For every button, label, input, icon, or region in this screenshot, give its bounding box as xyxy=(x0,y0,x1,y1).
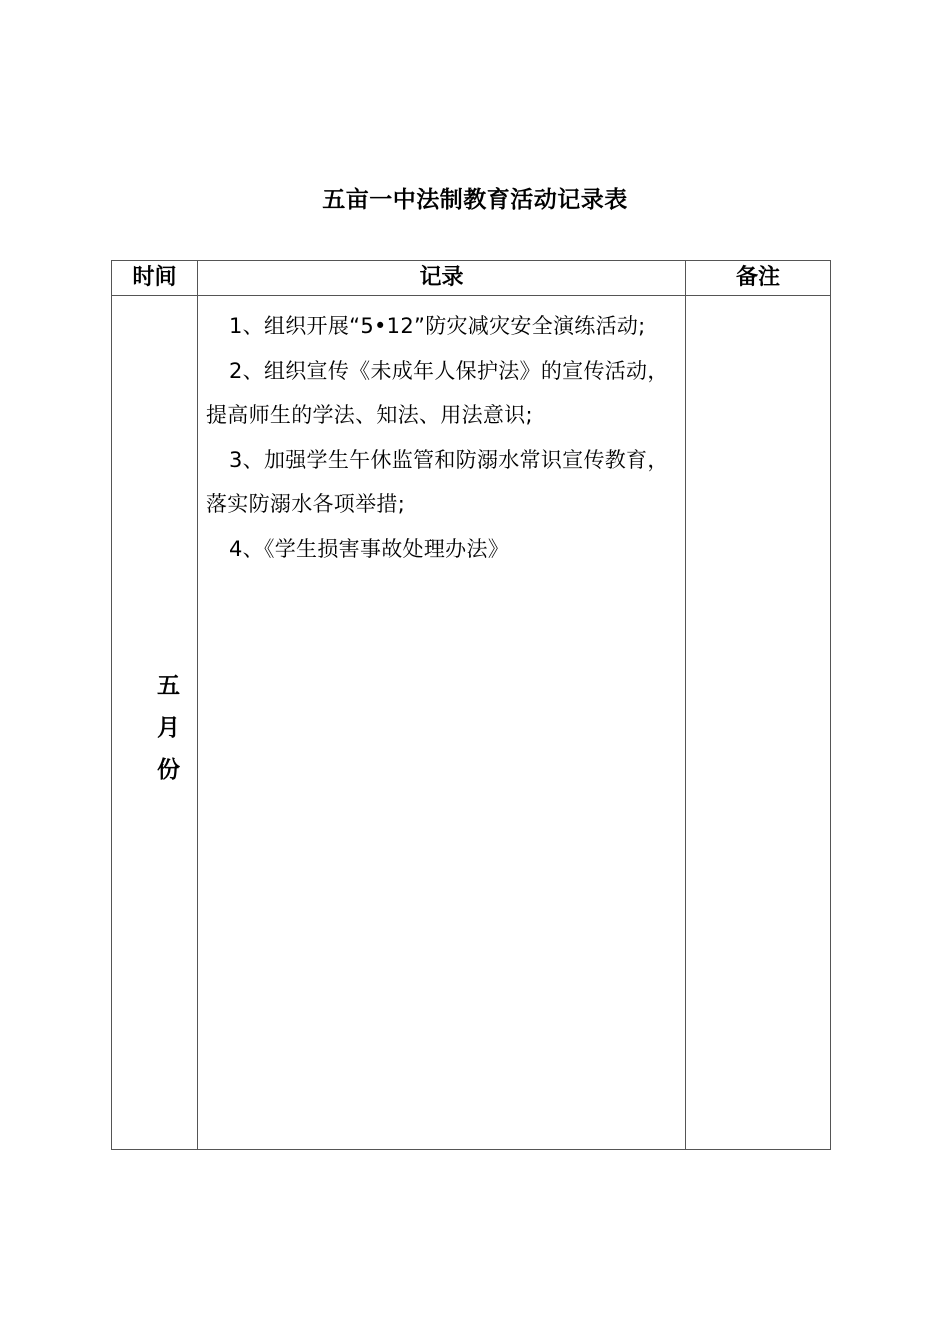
header-note: 备注 xyxy=(686,261,831,296)
header-record: 记录 xyxy=(198,261,686,296)
record-item: 1、组织开展“5•12”防灾减灾安全演练活动; xyxy=(229,314,646,338)
note-cell xyxy=(686,296,831,1150)
activity-record-table xyxy=(111,260,831,1150)
time-cell xyxy=(112,296,198,1150)
month-label: 五月份 xyxy=(157,672,180,783)
table-row xyxy=(112,296,831,1150)
header-time: 时间 xyxy=(112,261,198,296)
record-item: 2、组织宣传《未成年人保护法》的宣传活动，提高师生的学法、知法、用法意识; xyxy=(206,358,669,427)
record-cell xyxy=(198,296,686,1150)
document-title: 五亩一中法制教育活动记录表 xyxy=(322,187,628,213)
record-item: 4、《学生损害事故处理办法》 xyxy=(229,536,510,561)
record-item: 3、加强学生午休监管和防溺水常识宣传教育，落实防溺水各项举措; xyxy=(206,447,669,516)
table-header-row xyxy=(112,261,831,296)
